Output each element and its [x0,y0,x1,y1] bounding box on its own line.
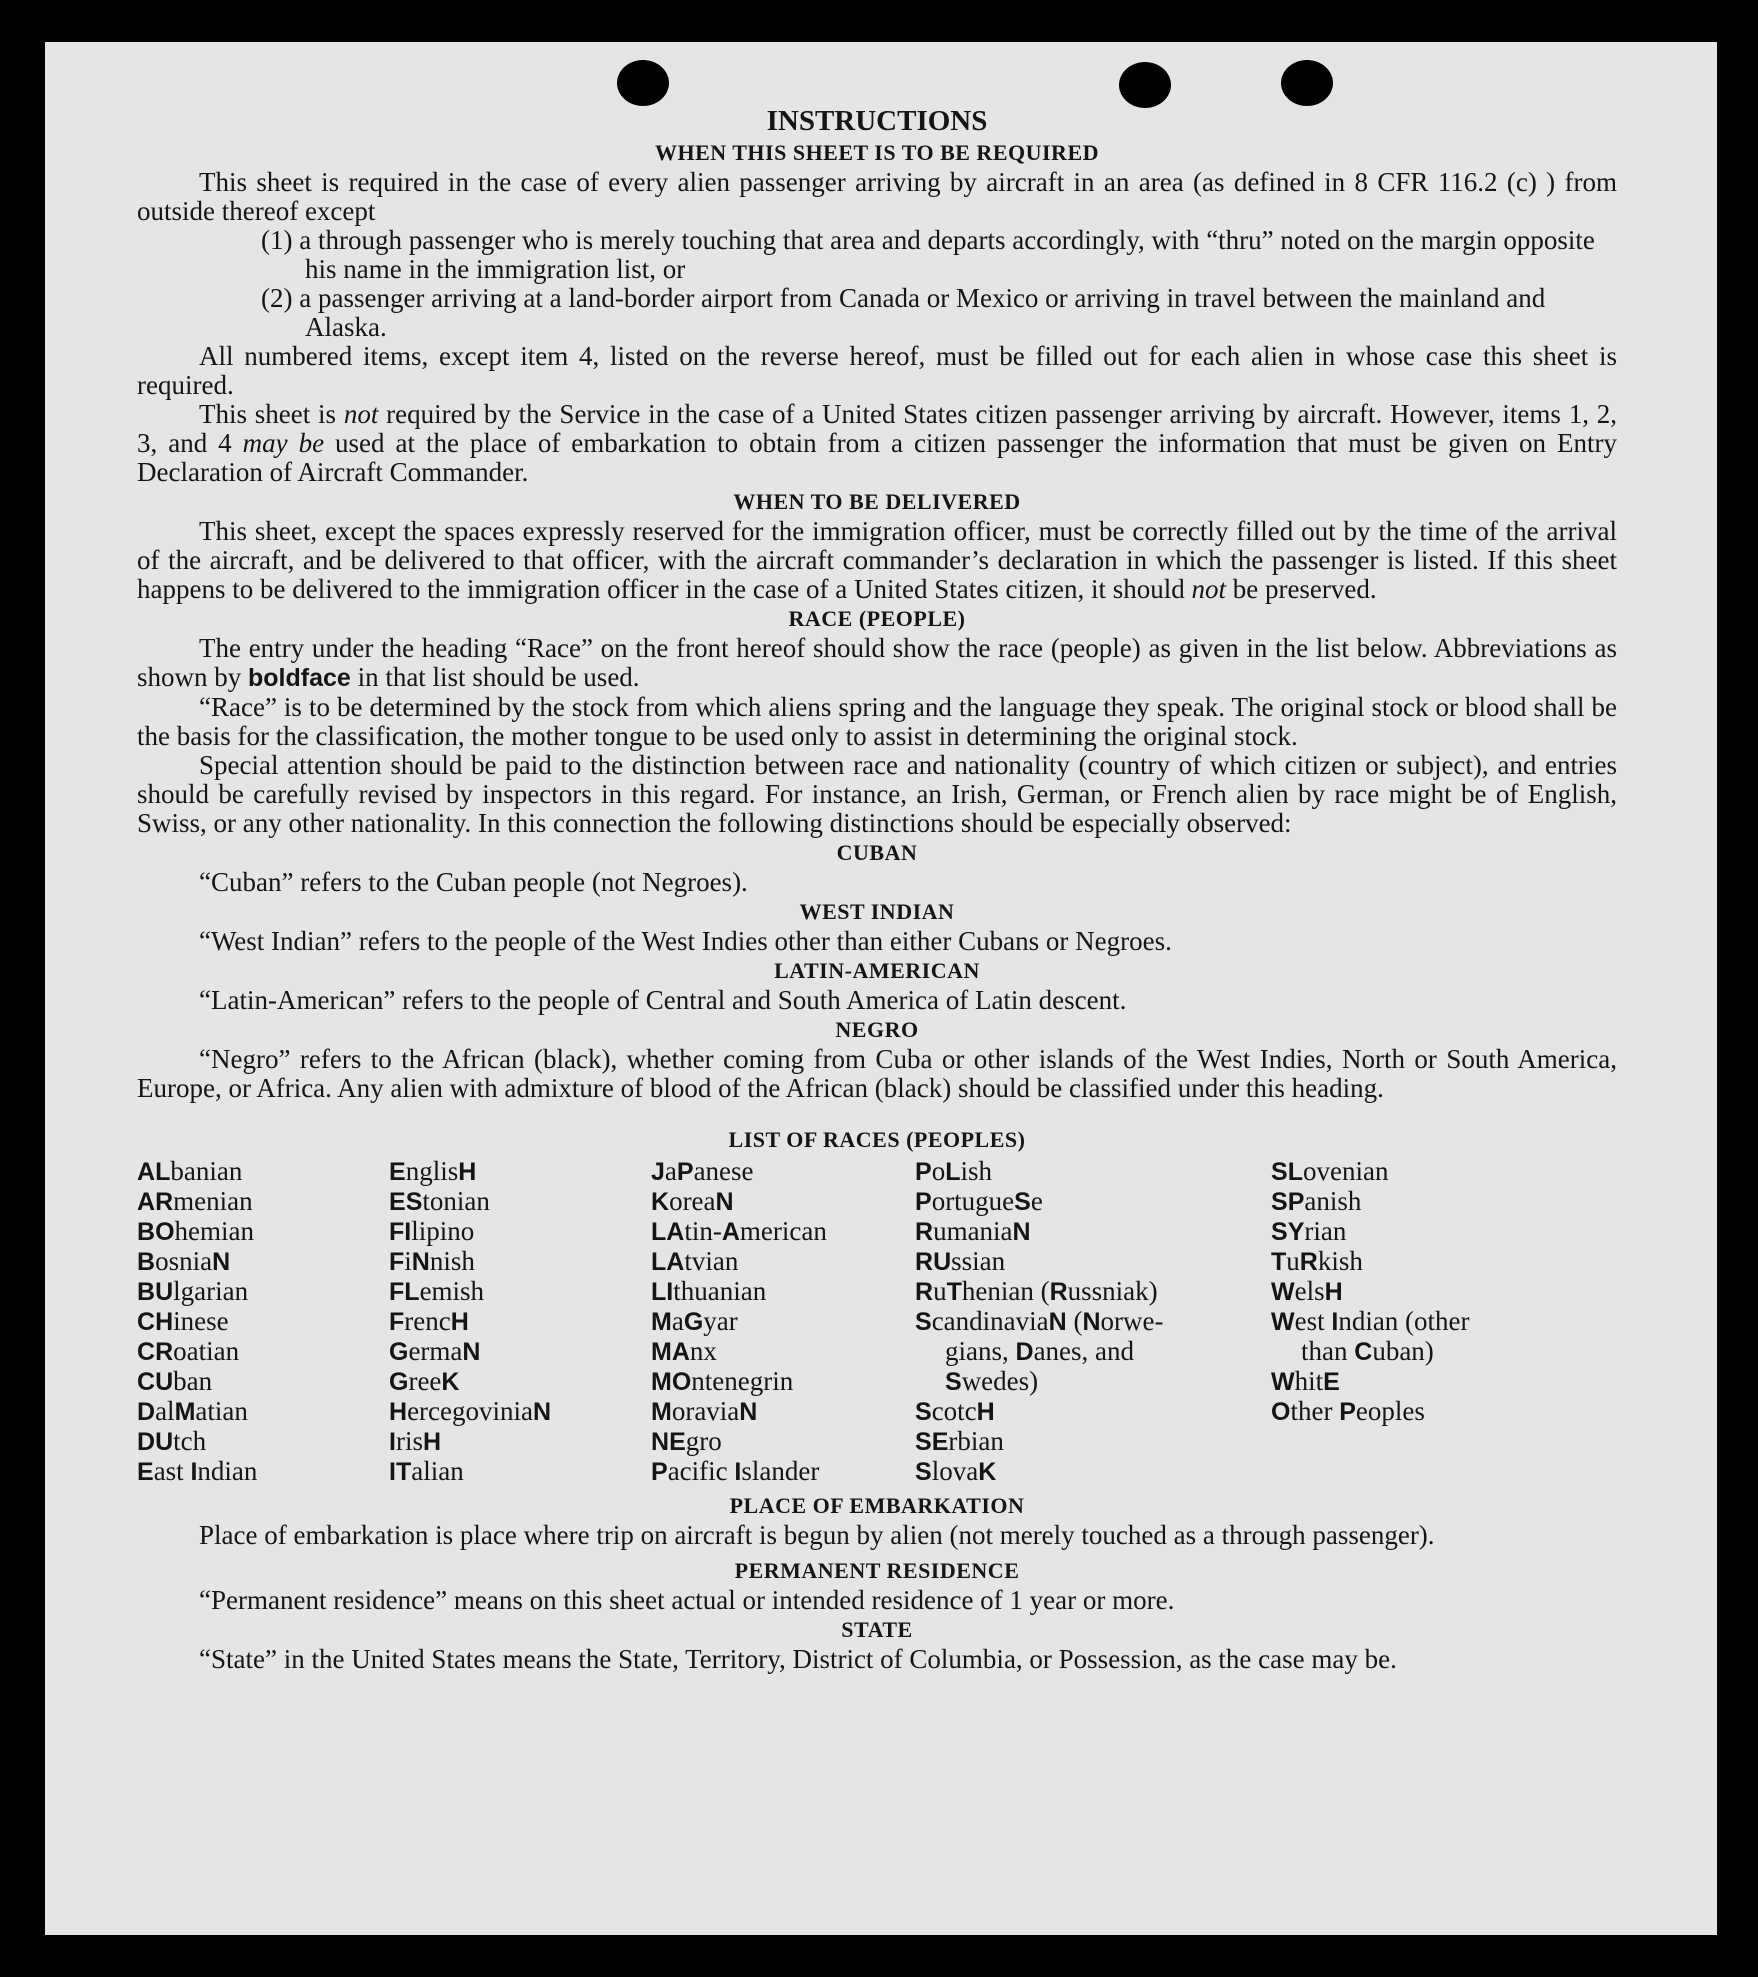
race-entry: NEgro [651,1426,722,1456]
race-column [651,1157,915,1487]
race-entry: West Indian (other [1271,1306,1470,1336]
race-entry: Swedes) [945,1366,1039,1396]
race-column [1271,1157,1541,1487]
race-entry: GermaN [389,1336,481,1366]
race-column [137,1157,389,1487]
race-entry: ALbanian [137,1156,243,1186]
race-entry: WhitE [1271,1366,1340,1396]
paragraph: Special attention should be paid to the distinction between race and nationality (country of which citizen or subject), and entries should be carefully revised by inspectors in this regard. For instance, an Irish, German, or French alien by race might be of English, Swiss, or any other nationality. In this connection the following distinctions should be especially observed: [137,750,1617,838]
heading-cuban: CUBAN [836,840,918,865]
race-entry: FLemish [389,1276,485,1306]
text-run: boldface [248,664,351,692]
race-entry: FrencH [389,1306,469,1336]
race-entry: than Cuban) [1301,1336,1434,1366]
text-run: be preserved. [1225,574,1377,604]
race-entry: ARmenian [137,1186,253,1216]
race-entry: KoreaN [651,1186,734,1216]
race-entry: East Indian [137,1456,258,1486]
text-run: not [343,399,379,429]
race-entry: MAnx [651,1336,717,1366]
text-run: The entry under the heading “Race” on the front hereof should show the race (people) as given in the list below. Abbreviations as shown by [137,633,1617,692]
heading-latin-american: LATIN-AMERICAN [774,958,980,983]
paragraph: “Race” is to be determined by the stock from which aliens spring and the language they speak. The original stock or blood shall be the basis for the classification, the mother tongue to be used only to assist in determining the original stock. [137,692,1617,751]
race-entry: RuThenian (Russniak) [915,1276,1158,1306]
race-entry: SYrian [1271,1216,1347,1246]
race-entry: SErbian [915,1426,1004,1456]
race-entry: TuRkish [1271,1246,1363,1276]
race-entry: MaGyar [651,1306,738,1336]
heading-negro: NEGRO [835,1017,919,1042]
race-entry: PoLish [915,1156,992,1186]
race-entry: RUssian [915,1246,1006,1276]
punch-hole [1119,62,1171,108]
heading-state: STATE [841,1617,913,1642]
text-run: in that list should be used. [350,662,640,692]
paragraph: “West Indian” refers to the people of the West Indies other than either Cubans or Negroes. [199,926,1172,956]
punch-hole [1281,60,1333,106]
race-entry: DalMatian [137,1396,248,1426]
text-run: This sheet, except the spaces expressly reserved for the immigration officer, must be correctly filled out by the time of the arrival of the aircraft, and be delivered to that officer, with the aircraft commander’s declaration in which the passenger is listed. If this sheet happens to be delivered to the immigration officer in the case of a United States citizen, it should [137,516,1617,604]
paragraph: “Cuban” refers to the Cuban people (not Negroes). [199,867,748,897]
paragraph: “Permanent residence” means on this sheet actual or intended residence of 1 year or more. [199,1585,1175,1615]
race-entry: gians, Danes, and [945,1336,1135,1366]
race-entry: EStonian [389,1186,490,1216]
text-run: required by the Service in the case of a United States citizen passenger arriving by aircraft. However, items 1, 2, 3, and 4 [137,399,1617,458]
paragraph [137,634,1617,693]
race-entry: LIthuanian [651,1276,767,1306]
heading-embarkation: PLACE OF EMBARKATION [729,1493,1025,1518]
text-run: not [1191,574,1226,604]
paragraph [137,517,1617,604]
race-entry: FiNnish [389,1246,475,1276]
document-page [45,42,1717,1935]
race-entry: CRoatian [137,1336,240,1366]
paragraph: All numbered items, except item 4, listed on the reverse hereof, must be filled out for each alien in whose case this sheet is required. [137,341,1617,400]
race-entry: SLovenian [1271,1156,1389,1186]
race-entry: WelsH [1271,1276,1343,1306]
heading-residence: PERMANENT RESIDENCE [734,1558,1020,1583]
race-entry: BUlgarian [137,1276,249,1306]
race-column [915,1157,1271,1487]
race-entry: LAtin-American [651,1216,827,1246]
text-run: used at the place of embarkation to obtain from a citizen passenger the information that must be given on Entry Declaration of Aircraft Commander. [137,428,1618,487]
race-entry: EnglisH [389,1156,477,1186]
list-item: (2) a passenger arriving at a land-border airport from Canada or Mexico or arriving in travel between the mainland and Alaska. [261,283,1546,342]
race-list [137,1157,1617,1487]
paragraph: This sheet is required in the case of every alien passenger arriving by aircraft in an area (as defined in 8 CFR 116.2 (c) ) from outside thereof except [137,167,1617,226]
heading-west-indian: WEST INDIAN [799,899,955,924]
race-entry: Other Peoples [1271,1396,1425,1426]
text-run: This sheet is [199,399,344,429]
list-item: (1) a through passenger who is merely touching that area and departs accordingly, with “thru” noted on the margin opposite his name in the immigration list, or [261,225,1595,284]
paragraph: “Latin-American” refers to the people of Central and South America of Latin descent. [199,985,1127,1015]
race-entry: HercegoviniaN [389,1396,552,1426]
race-entry: SlovaK [915,1456,997,1486]
race-column [389,1157,651,1487]
heading-when-delivered: WHEN TO BE DELIVERED [733,489,1021,514]
race-entry: SPanish [1271,1186,1362,1216]
race-entry: LAtvian [651,1246,739,1276]
race-entry: Pacific Islander [651,1456,820,1486]
heading-when-required: WHEN THIS SHEET IS TO BE REQUIRED [654,140,1100,165]
race-entry: ScandinaviaN (Norwe- [915,1306,1164,1336]
paragraph [137,400,1617,487]
race-entry: ScotcH [915,1396,995,1426]
race-entry: BOhemian [137,1216,254,1246]
race-entry: MOntenegrin [651,1366,794,1396]
race-entry: JaPanese [651,1156,754,1186]
race-entry: CHinese [137,1306,229,1336]
race-entry: BosniaN [137,1246,231,1276]
race-entry: CUban [137,1366,213,1396]
page-title: INSTRUCTIONS [766,105,988,137]
race-entry: DUtch [137,1426,207,1456]
text-run: may be [242,428,325,458]
paragraph: Place of embarkation is place where trip on aircraft is begun by alien (not merely touched as a through passenger). [199,1520,1435,1550]
race-entry: MoraviaN [651,1396,758,1426]
race-entry: FIlipino [389,1216,475,1246]
paragraph: “Negro” refers to the African (black), whether coming from Cuba or other islands of the West Indies, North or South America, Europe, or Africa. Any alien with admixture of blood of the African (black) should be classified under this heading. [137,1044,1617,1103]
paragraph: “State” in the United States means the State, Territory, District of Columbia, or Possession, as the case may be. [199,1644,1397,1674]
heading-race: RACE (PEOPLE) [788,606,966,631]
race-entry: GreeK [389,1366,460,1396]
punch-hole [617,60,669,106]
race-entry: IrisH [389,1426,442,1456]
race-entry: RumaniaN [915,1216,1031,1246]
heading-list-of-races: LIST OF RACES (PEOPLES) [728,1127,1026,1152]
race-entry: ITalian [389,1456,464,1486]
race-entry: PortugueSe [915,1186,1043,1216]
